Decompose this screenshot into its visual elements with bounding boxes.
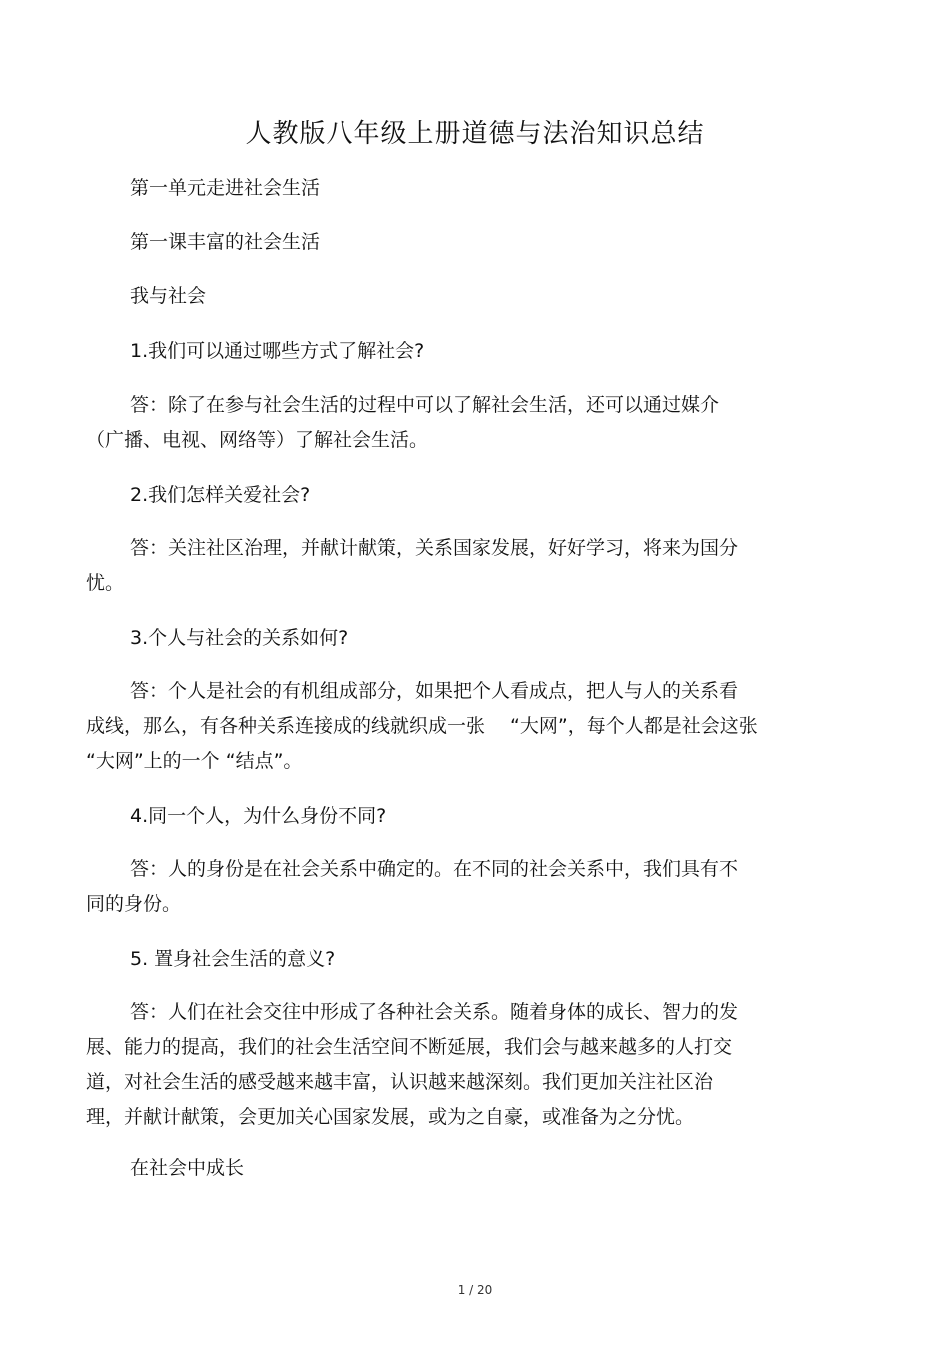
answer-5-line: 答：人们在社会交往中形成了各种社会关系。随着身体的成长、智力的发 <box>130 1001 739 1023</box>
answer-3-line: “大网”上的一个 “结点”。 <box>86 750 303 772</box>
question-5: 5. 置身社会生活的意义? <box>130 948 336 970</box>
answer-4 <box>86 852 846 922</box>
answer-3 <box>86 674 846 779</box>
question-2: 2.我们怎样关爱社会? <box>130 484 311 506</box>
answer-2 <box>86 531 846 601</box>
answer-2-line: 忧。 <box>86 572 125 594</box>
answer-3-line: 答：个人是社会的有机组成部分，如果把个人看成点，把人与人的关系看 <box>130 680 739 702</box>
question-4: 4.同一个人，为什么身份不同? <box>130 805 387 827</box>
answer-5-line: 展、能力的提高，我们的社会生活空间不断延展，我们会与越来越多的人打交 <box>86 1036 733 1058</box>
unit-heading: 第一单元走进社会生活 <box>130 177 321 199</box>
question-3: 3.个人与社会的关系如何? <box>130 627 349 649</box>
document-title: 人教版八年级上册道德与法治知识总结 <box>245 119 705 149</box>
section-heading: 我与社会 <box>130 285 207 307</box>
question-1: 1.我们可以通过哪些方式了解社会? <box>130 340 425 362</box>
answer-1-line: （广播、电视、网络等）了解社会生活。 <box>86 429 429 451</box>
answer-2-line: 答：关注社区治理，并献计献策，关系国家发展，好好学习，将来为国分 <box>130 537 739 559</box>
answer-5-line: 理，并献计献策，会更加关心国家发展，或为之自豪，或准备为之分忧。 <box>86 1106 695 1128</box>
answer-3-line: 成线，那么，有各种关系连接成的线就织成一张 “大网”，每个人都是社会这张 <box>86 715 758 737</box>
answer-1 <box>86 388 846 458</box>
answer-4-line: 同的身份。 <box>86 893 182 915</box>
lesson-heading: 第一课丰富的社会生活 <box>130 231 321 253</box>
answer-5-line: 道，对社会生活的感受越来越丰富，认识越来越深刻。我们更加关注社区治 <box>86 1071 714 1093</box>
answer-1-line: 答：除了在参与社会生活的过程中可以了解社会生活，还可以通过媒介 <box>130 394 720 416</box>
answer-4-line: 答：人的身份是在社会关系中确定的。在不同的社会关系中，我们具有不 <box>130 858 739 880</box>
answer-5 <box>86 995 846 1135</box>
page-number: 1 / 20 <box>457 1283 493 1297</box>
section-heading: 在社会中成长 <box>130 1157 245 1179</box>
